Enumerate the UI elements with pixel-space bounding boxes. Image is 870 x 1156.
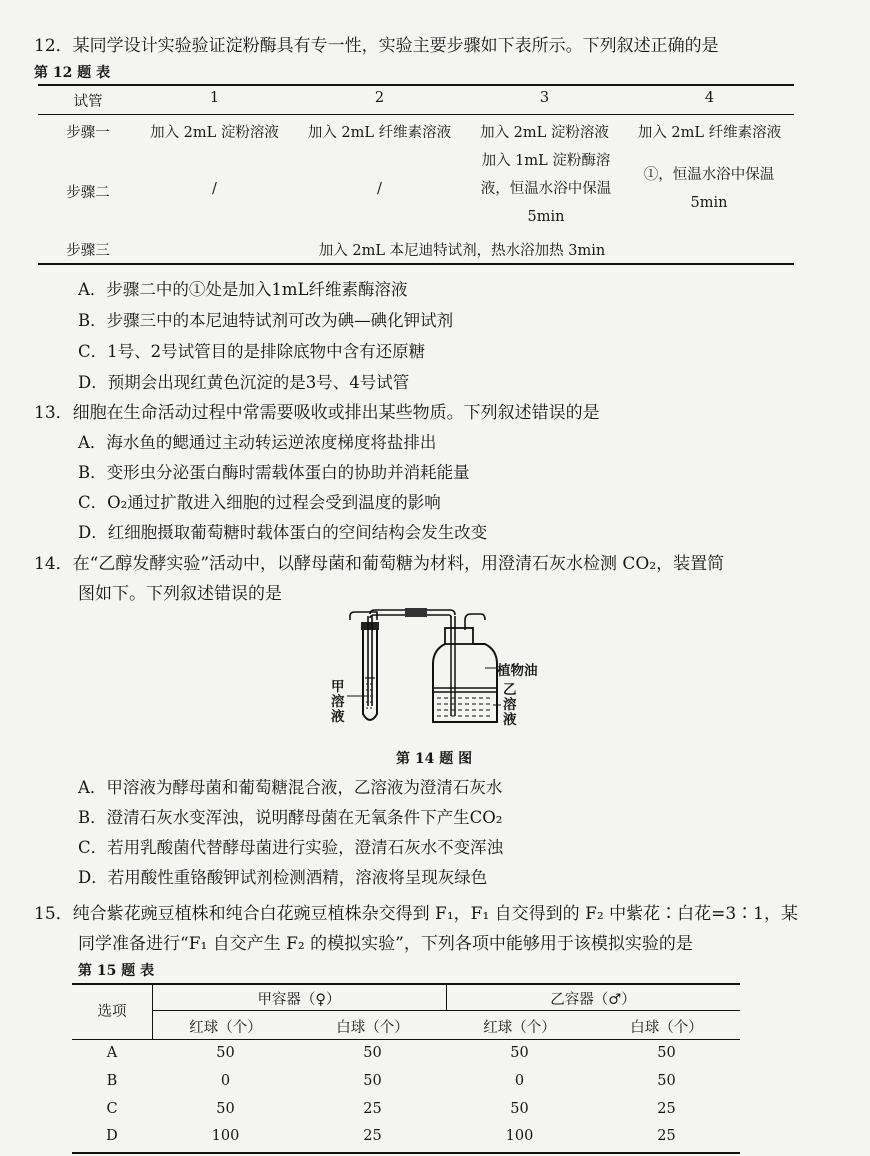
q15-row-a-v2: 50 [363,1045,382,1061]
q14-option-c: C．若用乳酸菌代替酵母菌进行实验，澄清石灰水不变浑浊 [78,838,504,857]
q15-table-bottom-rule [72,1152,740,1154]
q14-label-oil: 植物油 [497,663,538,679]
q12-row1-cell1: 加入 2mL 淀粉溶液 [150,125,279,141]
q15-table-caption: 第 15 题 表 [78,963,155,979]
q12-row1-cell3: 加入 2mL 淀粉溶液 [480,125,609,141]
q15-row-d-option: D [106,1128,118,1144]
q14-option-d: D．若用酸性重铬酸钾试剂检测酒精，溶液将呈现灰绿色 [78,868,488,887]
q12-row2-cell4: ①，恒温水浴中保温5min [643,167,775,211]
q15-row-a-v3: 50 [510,1045,529,1061]
q15-row-d-v2: 25 [363,1128,382,1144]
q12-row2-cell2: / [377,181,382,197]
q12-row1-cell2: 加入 2mL 纤维素溶液 [307,125,452,141]
q15-row-a-v4: 50 [657,1045,676,1061]
q12-table-top-rule [38,84,794,86]
q12-header-tube: 试管 [73,94,103,110]
q12-option-a: A．步骤二中的①处是加入1mL纤维素酶溶液 [78,280,408,299]
q12-table-bottom-rule [38,263,794,265]
q15-subheader-white-a: 白球（个） [336,1020,409,1036]
q14-stem-line1: 14．在“乙醇发酵实验”活动中，以酵母菌和葡萄糖为材料，用澄清石灰水检测 CO₂，装置简 [34,554,725,574]
q15-row-b-option: B [106,1073,118,1089]
q14-option-b: B．澄清石灰水变浑浊，说明酵母菌在无氧条件下产生CO₂ [78,808,503,827]
q12-header-2: 2 [374,90,385,106]
q12-row3-label: 步骤三 [66,243,110,259]
q12-header-1: 1 [209,90,220,106]
q15-row-c-v3: 50 [510,1101,529,1117]
q14-stem-line2: 图如下。下列叙述错误的是 [78,584,282,604]
q15-stem-line2: 同学准备进行“F₁ 自交产生 F₂ 的模拟实验”，下列各项中能够用于该模拟实验的是 [78,934,693,954]
q12-table-caption: 第 12 题 表 [34,65,111,81]
q15-header-container-a: 甲容器（♀） [257,992,341,1008]
q15-row-c-v1: 50 [216,1101,235,1117]
q15-row-c-v2: 25 [363,1101,382,1117]
q15-header-option: 选项 [97,1004,127,1020]
q14-label-right: 乙溶液 [503,682,517,728]
q15-row-a-v1: 50 [216,1045,235,1061]
q15-row-c-option: C [106,1101,118,1117]
q12-option-b: B．步骤三中的本尼迪特试剂可改为碘—碘化钾试剂 [78,311,454,330]
q12-row2-label: 步骤二 [66,185,110,201]
q13-stem: 13．细胞在生命活动过程中常需要吸收或排出某些物质。下列叙述错误的是 [34,403,600,423]
q15-subheader-red-a: 红球（个） [189,1020,262,1036]
q15-row-b-v2: 50 [363,1073,382,1089]
q13-option-a: A．海水鱼的鳃通过主动转运逆浓度梯度将盐排出 [78,433,437,452]
q15-row-b-v4: 50 [657,1073,676,1089]
q12-row1-cell4: 加入 2mL 纤维素溶液 [637,125,782,141]
q15-table-header-rule [72,1039,740,1040]
q15-row-d-v1: 100 [211,1128,240,1144]
q14-label-left: 甲溶液 [331,679,345,725]
q14-figure-caption: 第 14 题 图 [396,751,473,767]
q15-row-d-v3: 100 [505,1128,534,1144]
q14-option-a: A．甲溶液为酵母菌和葡萄糖混合液，乙溶液为澄清石灰水 [78,778,503,797]
q15-row-b-v1: 0 [220,1073,231,1089]
q13-option-d: D．红细胞摄取葡萄糖时载体蛋白的空间结构会发生改变 [78,523,488,542]
q15-stem-line1: 15．纯合紫花豌豆植株和纯合白花豌豆植株杂交得到 F₁，F₁ 自交得到的 F₂ 中紫花∶白花=3∶1，某 [34,904,798,924]
q13-option-c: C．O₂通过扩散进入细胞的过程会受到温度的影响 [78,493,441,512]
q12-stem: 12．某同学设计实验验证淀粉酶具有专一性，实验主要步骤如下表所示。下列叙述正确的是 [34,36,719,56]
q12-option-d: D．预期会出现红黄色沉淀的是3号、4号试管 [78,373,410,392]
q12-header-4: 4 [704,90,715,106]
q12-row2-cell1: / [212,181,217,197]
q15-subheader-red-b: 红球（个） [483,1020,556,1036]
q15-row-c-v4: 25 [657,1101,676,1117]
q15-row-b-v3: 0 [514,1073,525,1089]
q12-row2-cell3: 加入 1mL 淀粉酶溶液，恒温水浴中保温5min [480,153,612,225]
q13-option-b: B．变形虫分泌蛋白酶时需载体蛋白的协助并消耗能量 [78,463,470,482]
q12-table-header-rule [38,114,794,115]
test-tube [363,626,377,720]
q12-header-3: 3 [539,90,550,106]
q15-row-d-v4: 25 [657,1128,676,1144]
q12-row1-label: 步骤一 [66,125,110,141]
q15-table-top-rule [72,983,740,985]
q15-row-a-option: A [106,1045,118,1061]
q15-subheader-white-b: 白球（个） [630,1020,703,1036]
q12-row3-merged: 加入 2mL 本尼迪特试剂，热水浴加热 3min [318,243,606,259]
q12-option-c: C．1号、2号试管目的是排除底物中含有还原糖 [78,342,426,361]
q15-header-container-b: 乙容器（♂） [550,992,636,1008]
